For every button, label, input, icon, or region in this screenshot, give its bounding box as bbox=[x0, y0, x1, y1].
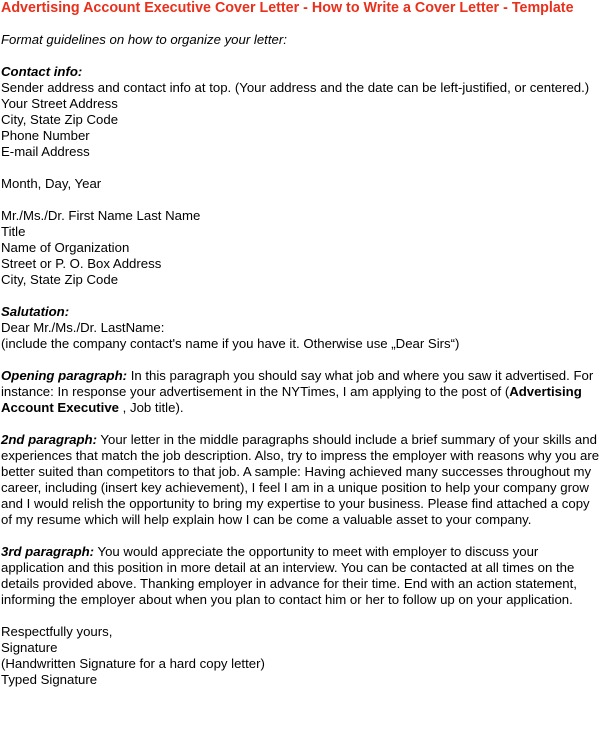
recipient-title: Title bbox=[1, 224, 26, 239]
closing-typed-signature: Typed Signature bbox=[1, 672, 98, 687]
closing-valediction: Respectfully yours, bbox=[1, 624, 113, 639]
second-paragraph bbox=[1, 432, 600, 528]
closing-signature: Signature bbox=[1, 640, 58, 655]
document-title: Advertising Account Executive Cover Letter - How to Write a Cover Letter - Template bbox=[1, 0, 574, 16]
opening-paragraph bbox=[1, 368, 600, 416]
second-text: Your letter in the middle paragraphs should include a brief summary of your skills and experiences that match the job description. Also, try to impress the employer with reasons why you are better suited than competitors to that job. A sample: Having achieved many successes throughout my career, including (insert key achievement), I feel I am in a unique position to help your company grow and I would relish the opportunity to bring my expertise to your business. Please find attached a copy of my resume which will help explain how I can be come a valuable asset to your company. bbox=[1, 432, 600, 527]
recipient-organization: Name of Organization bbox=[1, 240, 130, 255]
closing-handwritten-note: (Handwritten Signature for a hard copy letter) bbox=[1, 656, 265, 671]
sender-email: E-mail Address bbox=[1, 144, 90, 159]
opening-tail: , Job title). bbox=[119, 400, 184, 415]
job-title: Advertising Account Executive bbox=[1, 384, 582, 415]
recipient-street: Street or P. O. Box Address bbox=[1, 256, 162, 271]
closing-section bbox=[1, 624, 600, 688]
salutation-note: (include the company contact's name if you have it. Otherwise use „Dear Sirs“) bbox=[1, 336, 460, 351]
contact-heading: Contact info: bbox=[1, 64, 83, 79]
contact-description: Sender address and contact info at top. (Your address and the date can be left-justified, or centered.) bbox=[1, 80, 590, 95]
opening-text: In this paragraph you should say what job and where you saw it advertised. For instance: In response your advertisement in the NYTimes, I am applying to the post of ( bbox=[1, 368, 594, 399]
recipient-city: City, State Zip Code bbox=[1, 272, 119, 287]
date-line: Month, Day, Year bbox=[1, 176, 102, 191]
salutation-section bbox=[1, 304, 600, 352]
sender-street: Your Street Address bbox=[1, 96, 118, 111]
sender-phone: Phone Number bbox=[1, 128, 90, 143]
sender-city: City, State Zip Code bbox=[1, 112, 119, 127]
contact-section bbox=[1, 64, 600, 160]
third-text: You would appreciate the opportunity to meet with employer to discuss your application and this position in more detail at an interview. You can be contacted at all times on the details provided above. Thanking employer in advance for their time. End with an action statement, informing the employer about when you plan to contact him or her to follow up on your application. bbox=[1, 544, 577, 607]
intro-text: Format guidelines on how to organize your letter: bbox=[1, 32, 287, 47]
salutation-heading: Salutation: bbox=[1, 304, 70, 319]
recipient-section bbox=[1, 208, 600, 288]
salutation-greeting: Dear Mr./Ms./Dr. LastName: bbox=[1, 320, 165, 335]
opening-heading: Opening paragraph: bbox=[1, 368, 128, 383]
third-heading: 3rd paragraph: bbox=[1, 544, 95, 559]
second-heading: 2nd paragraph: bbox=[1, 432, 97, 447]
recipient-name: Mr./Ms./Dr. First Name Last Name bbox=[1, 208, 201, 223]
third-paragraph bbox=[1, 544, 600, 608]
